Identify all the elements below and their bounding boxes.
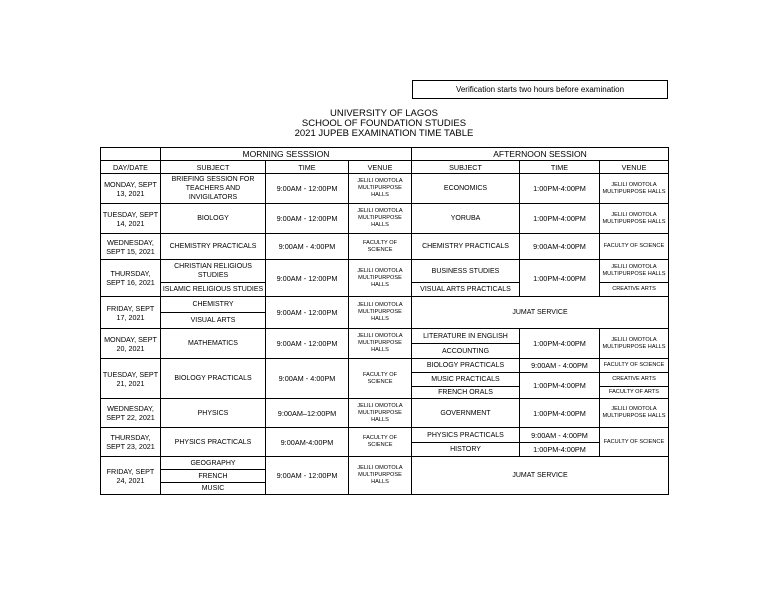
table-row <box>101 174 669 204</box>
pm-time: 9:00AM - 4:00PM <box>520 359 600 373</box>
col-am-venue: VENUE <box>349 161 412 174</box>
pm-subject: YORUBA <box>412 204 520 234</box>
am-subject: CHEMISTRY <box>161 297 266 313</box>
am-subject: BRIEFING SESSION FOR TEACHERS AND INVIGILATORS <box>161 174 266 204</box>
am-subject: MUSIC <box>161 483 266 495</box>
am-subject: GEOGRAPHY <box>161 457 266 470</box>
am-venue: JELILI OMOTOLA MULTIPURPOSE HALLS <box>349 204 412 234</box>
am-time: 9:00AM - 12:00PM <box>266 297 349 329</box>
day-date: THURSDAY, SEPT 23, 2021 <box>101 428 161 457</box>
table-row <box>101 359 669 373</box>
day-date: TUESDAY, SEPT 21, 2021 <box>101 359 161 399</box>
am-subject: BIOLOGY <box>161 204 266 234</box>
pm-venue: JELILI OMOTOLA MULTIPURPOSE HALLS <box>600 204 669 234</box>
pm-time: 1:00PM-4:00PM <box>520 204 600 234</box>
column-header-row <box>101 161 669 174</box>
pm-time: 1:00PM-4:00PM <box>520 329 600 359</box>
pm-venue: CREATIVE ARTS <box>600 283 669 297</box>
day-date: FRIDAY, SEPT 24, 2021 <box>101 457 161 495</box>
morning-session-header: MORNING SESSSION <box>161 148 412 161</box>
am-time: 9:00AM - 12:00PM <box>266 260 349 297</box>
am-venue: JELILI OMOTOLA MULTIPURPOSE HALLS <box>349 260 412 297</box>
jumat-service: JUMAT SERVICE <box>412 297 669 329</box>
am-subject: ISLAMIC RELIGIOUS STUDIES <box>161 283 266 297</box>
pm-venue: FACULTY OF SCIENCE <box>600 234 669 260</box>
table-row <box>101 204 669 234</box>
verification-notice: Verification starts two hours before examination <box>412 80 668 99</box>
document-header <box>100 109 668 139</box>
am-subject: CHRISTIAN RELIGIOUS STUDIES <box>161 260 266 283</box>
exam-timetable <box>100 147 669 495</box>
am-venue: FACULTY OF SCIENCE <box>349 359 412 399</box>
pm-venue: FACULTY OF SCIENCE <box>600 359 669 373</box>
table-row <box>101 428 669 443</box>
am-venue: JELILI OMOTOLA MULTIPURPOSE HALLS <box>349 457 412 495</box>
table-row <box>101 399 669 428</box>
pm-venue: JELILI OMOTOLA MULTIPURPOSE HALLS <box>600 260 669 283</box>
jumat-service: JUMAT SERVICE <box>412 457 669 495</box>
am-subject: BIOLOGY PRACTICALS <box>161 359 266 399</box>
am-time: 9:00AM - 12:00PM <box>266 457 349 495</box>
col-am-time: TIME <box>266 161 349 174</box>
am-time: 9:00AM - 12:00PM <box>266 329 349 359</box>
am-time: 9:00AM–12:00PM <box>266 399 349 428</box>
pm-subject: FRENCH ORALS <box>412 387 520 399</box>
day-date: FRIDAY, SEPT 17, 2021 <box>101 297 161 329</box>
col-daydate: DAY/DATE <box>101 161 161 174</box>
pm-venue: JELILI OMOTOLA MULTIPURPOSE HALLS <box>600 399 669 428</box>
pm-subject: VISUAL ARTS PRACTICALS <box>412 283 520 297</box>
pm-time: 1:00PM-4:00PM <box>520 373 600 399</box>
am-subject: PHYSICS PRACTICALS <box>161 428 266 457</box>
am-venue: FACULTY OF SCIENCE <box>349 234 412 260</box>
pm-venue: FACULTY OF ARTS <box>600 387 669 399</box>
pm-time: 1:00PM-4:00PM <box>520 260 600 297</box>
am-venue: JELILI OMOTOLA MULTIPURPOSE HALLS <box>349 297 412 329</box>
am-subject: CHEMISTRY PRACTICALS <box>161 234 266 260</box>
table-row <box>101 297 669 313</box>
am-venue: FACULTY OF SCIENCE <box>349 428 412 457</box>
am-time: 9:00AM-4:00PM <box>266 428 349 457</box>
pm-subject: HISTORY <box>412 443 520 457</box>
pm-subject: GOVERNMENT <box>412 399 520 428</box>
pm-time: 9:00AM - 4:00PM <box>520 428 600 443</box>
pm-subject: ECONOMICS <box>412 174 520 204</box>
am-time: 9:00AM - 4:00PM <box>266 234 349 260</box>
day-date: TUESDAY, SEPT 14, 2021 <box>101 204 161 234</box>
pm-venue: JELILI OMOTOLA MULTIPURPOSE HALLS <box>600 174 669 204</box>
am-venue: JELILI OMOTOLA MULTIPURPOSE HALLS <box>349 329 412 359</box>
afternoon-session-header: AFTERNOON SESSION <box>412 148 669 161</box>
table-row <box>101 457 669 470</box>
day-date: THURSDAY, SEPT 16, 2021 <box>101 260 161 297</box>
school-name: SCHOOL OF FOUNDATION STUDIES <box>301 118 467 129</box>
corner-cell <box>101 148 161 161</box>
table-row <box>101 329 669 344</box>
am-venue: JELILI OMOTOLA MULTIPURPOSE HALLS <box>349 399 412 428</box>
pm-subject: BUSINESS STUDIES <box>412 260 520 283</box>
day-date: WEDNESDAY, SEPT 15, 2021 <box>101 234 161 260</box>
col-pm-time: TIME <box>520 161 600 174</box>
am-subject: PHYSICS <box>161 399 266 428</box>
am-subject: MATHEMATICS <box>161 329 266 359</box>
day-date: WEDNESDAY, SEPT 22, 2021 <box>101 399 161 428</box>
pm-venue: FACULTY OF SCIENCE <box>600 428 669 457</box>
pm-subject: BIOLOGY PRACTICALS <box>412 359 520 373</box>
am-venue: JELILI OMOTOLA MULTIPURPOSE HALLS <box>349 174 412 204</box>
session-header-row <box>101 148 669 161</box>
day-date: MONDAY, SEPT 13, 2021 <box>101 174 161 204</box>
am-time: 9:00AM - 12:00PM <box>266 204 349 234</box>
col-pm-subject: SUBJECT <box>412 161 520 174</box>
pm-venue: JELILI OMOTOLA MULTIPURPOSE HALLS <box>600 329 669 359</box>
pm-subject: LITERATURE IN ENGLISH <box>412 329 520 344</box>
pm-venue: CREATIVE ARTS <box>600 373 669 387</box>
timetable-title: 2021 JUPEB EXAMINATION TIME TABLE <box>294 128 474 139</box>
am-subject: FRENCH <box>161 470 266 483</box>
table-row <box>101 234 669 260</box>
pm-subject: MUSIC PRACTICALS <box>412 373 520 387</box>
pm-subject: ACCOUNTING <box>412 344 520 359</box>
pm-subject: PHYSICS PRACTICALS <box>412 428 520 443</box>
pm-time: 1:00PM-4:00PM <box>520 399 600 428</box>
pm-time: 1:00PM-4:00PM <box>520 443 600 457</box>
am-subject: VISUAL ARTS <box>161 313 266 329</box>
table-row <box>101 260 669 283</box>
pm-time: 9:00AM-4:00PM <box>520 234 600 260</box>
pm-time: 1:00PM-4:00PM <box>520 174 600 204</box>
am-time: 9:00AM - 12:00PM <box>266 174 349 204</box>
day-date: MONDAY, SEPT 20, 2021 <box>101 329 161 359</box>
university-name: UNIVERSITY OF LAGOS <box>329 108 439 119</box>
col-pm-venue: VENUE <box>600 161 669 174</box>
col-am-subject: SUBJECT <box>161 161 266 174</box>
am-time: 9:00AM - 4:00PM <box>266 359 349 399</box>
pm-subject: CHEMISTRY PRACTICALS <box>412 234 520 260</box>
